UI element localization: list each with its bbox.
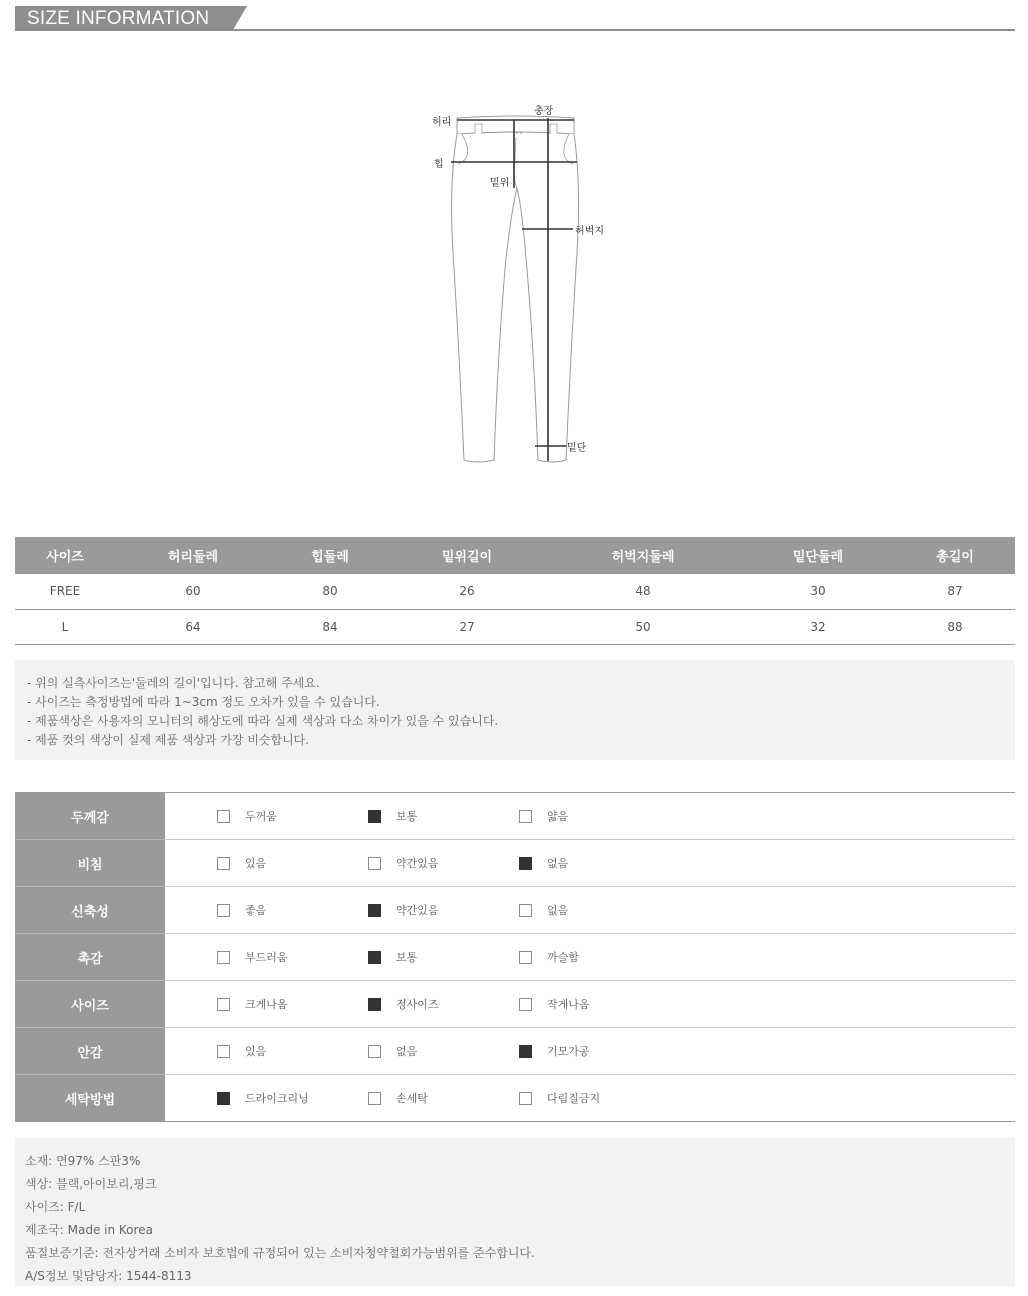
fit-row-label: 신축성 — [15, 887, 165, 934]
unchecked-box-icon — [368, 1045, 381, 1058]
info-warranty: 품질보증기준: 전자상거래 소비자 보호법에 규정되어 있는 소비자청약철회가능범위를 준수합니다. — [25, 1246, 535, 1260]
fit-option — [519, 902, 568, 918]
unchecked-box-icon — [519, 1092, 532, 1105]
unchecked-box-icon — [519, 810, 532, 823]
fit-option-label: 없음 — [547, 857, 569, 870]
note-line: - 위의 실측사이즈는'둘레의 길이'입니다. 참고해 주세요. — [27, 676, 320, 690]
fit-option-label: 크게나옴 — [245, 998, 288, 1011]
table-cell: 60 — [115, 574, 271, 609]
rise-label: 밑위 — [490, 178, 510, 189]
size-table — [15, 537, 1015, 645]
fit-option-label: 약간있음 — [396, 904, 439, 917]
size-table-header — [15, 537, 1015, 574]
fit-option — [368, 855, 439, 871]
table-cell: 50 — [545, 609, 741, 644]
fit-row — [15, 1075, 1015, 1122]
checked-box-icon — [368, 998, 381, 1011]
fit-row — [15, 840, 1015, 887]
section-header — [15, 6, 1015, 32]
table-cell: 87 — [895, 574, 1015, 609]
hip-label: 힙 — [434, 159, 444, 170]
unchecked-box-icon — [368, 857, 381, 870]
fit-row — [15, 1028, 1015, 1075]
fit-option — [519, 1090, 600, 1106]
fit-row — [15, 793, 1015, 840]
fit-option-label: 약간있음 — [396, 857, 439, 870]
unchecked-box-icon — [519, 998, 532, 1011]
table-cell: 64 — [115, 609, 271, 644]
fit-option-label: 드라이크리닝 — [245, 1092, 309, 1105]
fit-row — [15, 934, 1015, 981]
info-color: 색상: 블랙,아이보리,핑크 — [25, 1177, 157, 1191]
unchecked-box-icon — [217, 1045, 230, 1058]
hem-label: 밑단 — [567, 443, 587, 454]
pants-measurement-diagram — [420, 98, 620, 470]
fit-row — [15, 981, 1015, 1028]
fit-option-label: 있음 — [245, 1045, 267, 1058]
fit-row-label: 촉감 — [15, 934, 165, 981]
checked-box-icon — [368, 951, 381, 964]
fit-option — [519, 855, 568, 871]
table-cell: 88 — [895, 609, 1015, 644]
fit-option — [519, 808, 568, 824]
fit-options — [165, 1075, 1015, 1122]
fit-option-label: 있음 — [245, 857, 267, 870]
fit-row — [15, 887, 1015, 934]
fit-option — [217, 855, 266, 871]
header-tab-slant — [233, 6, 247, 30]
unchecked-box-icon — [519, 904, 532, 917]
fit-option — [368, 808, 417, 824]
fit-options — [165, 981, 1015, 1028]
length-label: 총장 — [534, 106, 554, 117]
col-header: 밑위길이 — [389, 537, 545, 574]
fit-option — [368, 949, 417, 965]
unchecked-box-icon — [368, 1092, 381, 1105]
note-line: - 제품색상은 사용자의 모니터의 해상도에 따라 실제 색상과 다소 차이가 있을 수 있습니다. — [27, 714, 499, 728]
table-cell: 26 — [389, 574, 545, 609]
col-header: 사이즈 — [15, 537, 115, 574]
fit-option-label: 보통 — [396, 951, 418, 964]
checked-box-icon — [368, 810, 381, 823]
fit-option-label: 좋음 — [245, 904, 267, 917]
table-cell: 32 — [741, 609, 895, 644]
section-title: SIZE INFORMATION — [27, 8, 210, 29]
info-size: 사이즈: F/L — [25, 1200, 86, 1214]
table-cell: 80 — [271, 574, 389, 609]
info-origin: 제조국: Made in Korea — [25, 1223, 153, 1237]
fit-option-label: 없음 — [396, 1045, 418, 1058]
fit-options — [165, 1028, 1015, 1075]
fit-option-label: 다림질금지 — [547, 1092, 601, 1105]
fit-option — [217, 902, 266, 918]
unchecked-box-icon — [519, 951, 532, 964]
unchecked-box-icon — [217, 904, 230, 917]
fit-option — [368, 1090, 428, 1106]
fit-option-label: 얇음 — [547, 810, 569, 823]
fit-option-label: 작게나옴 — [547, 998, 590, 1011]
fit-options — [165, 840, 1015, 887]
product-info — [15, 1138, 1015, 1286]
fit-option-label: 까슬함 — [547, 951, 579, 964]
note-line: - 제품 컷의 색상이 실제 제품 색상과 가장 비슷합니다. — [27, 733, 310, 747]
table-row — [15, 609, 1015, 644]
fit-options — [165, 934, 1015, 981]
fit-row-label: 안감 — [15, 1028, 165, 1075]
fit-option-label: 보통 — [396, 810, 418, 823]
table-cell: 48 — [545, 574, 741, 609]
table-cell: 27 — [389, 609, 545, 644]
fit-option — [217, 996, 288, 1012]
fit-options — [165, 793, 1015, 840]
info-as-contact: A/S정보 및담당자: 1544-8113 — [25, 1269, 192, 1283]
fit-row-label: 사이즈 — [15, 981, 165, 1028]
checked-box-icon — [519, 1045, 532, 1058]
fit-option — [519, 996, 590, 1012]
info-material: 소재: 면97% 스판3% — [25, 1154, 141, 1168]
checked-box-icon — [519, 857, 532, 870]
table-row — [15, 574, 1015, 609]
checked-box-icon — [368, 904, 381, 917]
fit-row-label: 비침 — [15, 840, 165, 887]
fit-option-label: 기모가공 — [547, 1045, 590, 1058]
fit-option — [217, 949, 288, 965]
col-header: 밑단둘레 — [741, 537, 895, 574]
fit-row-label: 세탁방법 — [15, 1075, 165, 1122]
fit-option-label: 정사이즈 — [396, 998, 439, 1011]
fit-option-label: 없음 — [547, 904, 569, 917]
note-line: - 사이즈는 측정방법에 따라 1~3cm 정도 오차가 있을 수 있습니다. — [27, 695, 380, 709]
size-notes — [15, 660, 1015, 760]
thigh-label: 허벅지 — [575, 226, 604, 237]
fit-option — [217, 1090, 309, 1106]
fit-row-label: 두께감 — [15, 793, 165, 840]
fit-options — [165, 887, 1015, 934]
checked-box-icon — [217, 1092, 230, 1105]
fit-option — [217, 1043, 266, 1059]
unchecked-box-icon — [217, 857, 230, 870]
unchecked-box-icon — [217, 810, 230, 823]
fit-option — [217, 808, 277, 824]
fit-option-label: 두꺼움 — [245, 810, 277, 823]
fit-option-label: 부드러움 — [245, 951, 288, 964]
waist-label: 허리 — [432, 117, 452, 128]
fit-option-label: 손세탁 — [396, 1092, 428, 1105]
unchecked-box-icon — [217, 998, 230, 1011]
col-header: 힙둘레 — [271, 537, 389, 574]
fit-option — [368, 996, 439, 1012]
table-cell: 84 — [271, 609, 389, 644]
col-header: 허리둘레 — [115, 537, 271, 574]
table-cell: 30 — [741, 574, 895, 609]
fit-option — [519, 1043, 590, 1059]
unchecked-box-icon — [217, 951, 230, 964]
fit-table — [15, 792, 1015, 1122]
fit-option — [519, 949, 579, 965]
col-header: 총길이 — [895, 537, 1015, 574]
fit-option — [368, 902, 439, 918]
fit-option — [368, 1043, 417, 1059]
pants-illustration — [420, 98, 620, 470]
table-cell: FREE — [15, 574, 115, 609]
header-rule — [15, 29, 1015, 31]
table-cell: L — [15, 609, 115, 644]
col-header: 허벅지둘레 — [545, 537, 741, 574]
